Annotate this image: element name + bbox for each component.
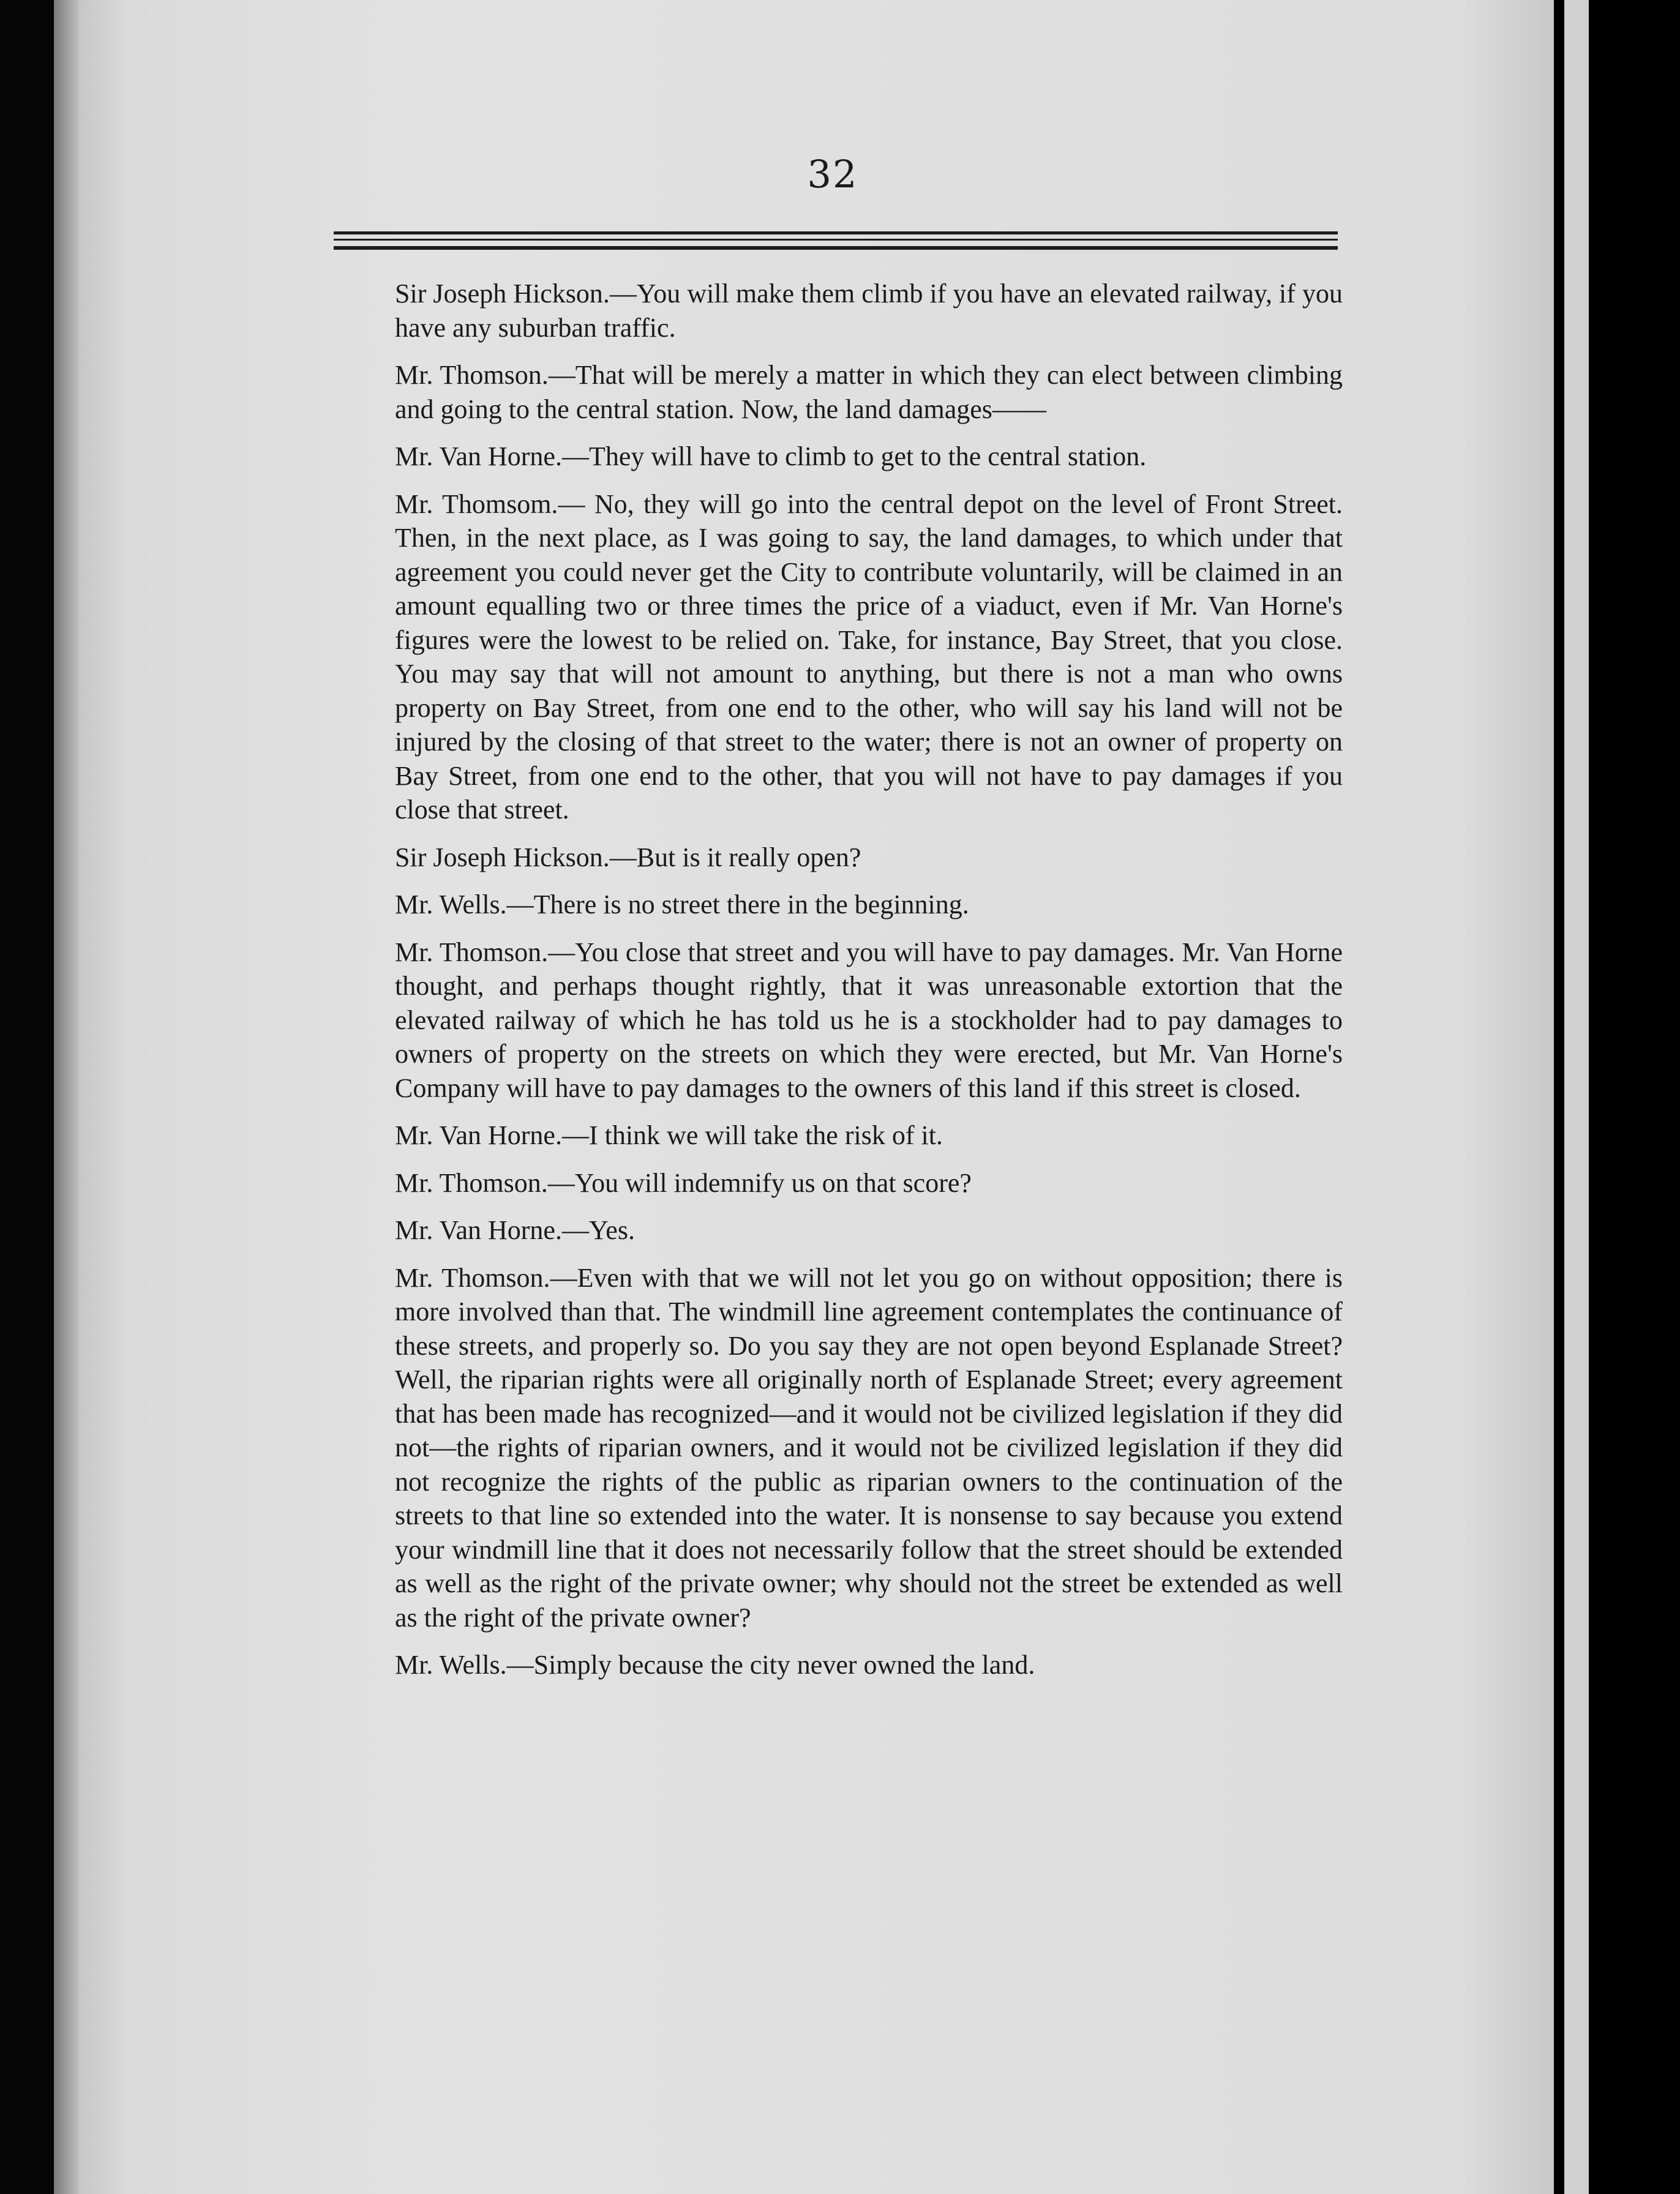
transcript-paragraph xyxy=(395,440,1343,474)
transcript-paragraph xyxy=(395,1648,1343,1682)
speaker-name: Mr. Thomson. xyxy=(395,1167,548,1198)
speech-text: —They will have to climb to get to the central station. xyxy=(561,441,1147,471)
speech-text: —You close that street and you will have to pay damages. Mr. Van Horne thought, and perhaps thought rightly, that it was unreasonable extortion that the elevated railway of which he has told us he is a stockholder had to pay damages to owners of property on the streets on which they were erected, but Mr. Van Horne's Company will have to pay damages to the owners of this land if this street is closed. xyxy=(395,937,1343,1103)
transcript-paragraph xyxy=(395,1213,1343,1248)
speaker-name: Mr. Van Horne. xyxy=(395,441,562,471)
header-rule xyxy=(334,246,1338,250)
speech-text: — No, they will go into the central depot on the level of Front Street. Then, in the next place, as I was going to say, the land damages, to which under that agreement you could never get the City to contribute voluntarily, will be claimed in an amount equalling two or three times the price of a viaduct, even if Mr. Van Horne's figures were the lowest to be relied on. Take, for instance, Bay Street, that you close. You may say that will not amount to anything, but there is not a man who owns property on Bay Street, from one end to the other, who will say his land will not be injured by the closing of that street to the water; there is not an owner of property on Bay Street, from one end to the other, that you will not have to pay damages if you close that street. xyxy=(395,489,1343,825)
speaker-name: Mr. Thomson. xyxy=(395,360,549,390)
header-rule xyxy=(334,239,1338,241)
speech-text: —You will make them climb if you have an elevated railway, if you have any suburban traffic. xyxy=(395,279,1343,343)
speaker-name: Sir Joseph Hickson. xyxy=(395,842,610,872)
speaker-name: Mr. Van Horne. xyxy=(395,1120,562,1150)
page-number: 32 xyxy=(807,152,858,197)
speaker-name: Sir Joseph Hickson. xyxy=(395,279,610,309)
speech-text: —You will indemnify us on that score? xyxy=(547,1167,972,1198)
transcript-paragraph xyxy=(395,277,1343,345)
transcript-paragraph xyxy=(395,1166,1343,1200)
page-gutter-shadow xyxy=(54,0,78,2194)
transcript-paragraph xyxy=(395,487,1343,827)
transcript-paragraph xyxy=(395,841,1343,875)
speech-text: —That will be merely a matter in which they can elect between climbing and going to the central station. Now, the land damages—— xyxy=(395,360,1343,424)
transcript-paragraph xyxy=(395,358,1343,426)
transcript-paragraph xyxy=(395,888,1343,922)
speech-text: —Even with that we will not let you go on without opposition; there is more involved than that. The windmill line agreement contemplates the continuance of these streets, and properly so. Do you say they are not open beyond Esplanade Street? Well, the riparian rights were all originally north of Esplanade Street; every agreement that has been made has recognized—and it would not be civilized legislation if they did not—the rights of riparian owners, and it would not be civilized legislation if they did not recognize the rights of the public as riparian owners to the continuation of the streets to that line so extended into the water. It is nonsense to say because you extend your windmill line that it does not necessarily follow that the street should be extended as well as the right of the private owner; why should not the street be extended as well as the right of the private owner? xyxy=(395,1262,1343,1633)
next-page-edge xyxy=(1564,0,1589,2194)
transcript-body xyxy=(395,277,1343,1696)
header-rule xyxy=(334,231,1338,234)
speaker-name: Mr. Van Horne. xyxy=(395,1215,562,1245)
transcript-paragraph xyxy=(395,1118,1343,1153)
speaker-name: Mr. Thomson. xyxy=(395,1262,550,1293)
book-spine xyxy=(0,0,55,2194)
speech-text: —Yes. xyxy=(561,1215,635,1245)
transcript-paragraph xyxy=(395,1261,1343,1635)
speaker-name: Mr. Wells. xyxy=(395,889,507,919)
transcript-paragraph xyxy=(395,935,1343,1106)
speaker-name: Mr. Wells. xyxy=(395,1650,507,1680)
speech-text: —There is no street there in the beginning. xyxy=(506,889,969,919)
speaker-name: Mr. Thomsom. xyxy=(395,489,558,519)
speech-text: —Simply because the city never owned the land. xyxy=(506,1650,1035,1680)
speech-text: —But is it really open? xyxy=(609,842,861,872)
speaker-name: Mr. Thomson. xyxy=(395,937,549,967)
speech-text: —I think we will take the risk of it. xyxy=(561,1120,943,1150)
